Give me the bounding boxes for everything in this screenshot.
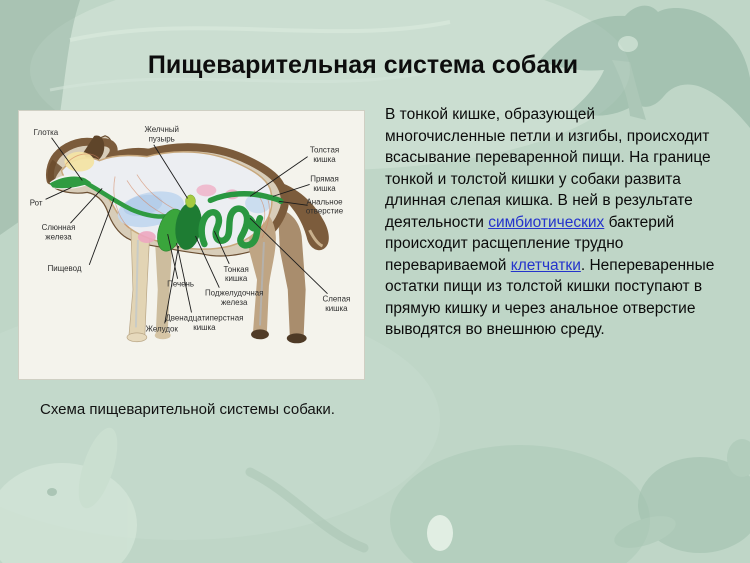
- label-zhelchny-puzyr-text: Желчный: [144, 124, 179, 134]
- dog-front-leg-near: [129, 230, 150, 335]
- body-text-segment: . Непереваренные: [580, 256, 715, 274]
- label-pechen-text: Печень: [167, 279, 195, 289]
- body-text-line: [385, 212, 745, 234]
- body-text-line: [385, 169, 745, 191]
- label-dvenadtsatiperstnaya-kishka-text: кишка: [193, 322, 216, 332]
- label-analnoe-otverstie-text: Анальное: [306, 197, 343, 207]
- body-text-segment: выводятся во внешнюю среду.: [385, 321, 605, 338]
- diagram-panel: [18, 110, 365, 380]
- body-text-segment: происходит расщепление трудно: [385, 235, 624, 252]
- label-pryamaya-kishka-text: Прямая: [310, 174, 339, 184]
- pink-organ: [196, 184, 216, 196]
- label-glotka-text: Глотка: [33, 127, 59, 137]
- body-text-line: [385, 233, 745, 255]
- body-text-segment: многочисленные петли и изгибы, происходит: [385, 127, 710, 145]
- label-slyunnaya-zheleza-text: железа: [45, 232, 72, 242]
- label-pryamaya-kishka-text: кишка: [313, 183, 336, 193]
- label-podzheludochnaya-zheleza-text: железа: [220, 298, 248, 308]
- body-text-segment: перевариваемой: [385, 256, 511, 274]
- pink-organ: [138, 231, 156, 243]
- label-tolstaya-kishka-text: Толстая: [309, 145, 340, 155]
- label-dvenadtsatiperstnaya-kishka-leader-line: [177, 243, 192, 312]
- body-text-line: [385, 276, 745, 298]
- diagram-caption: Схема пищеварительной системы собаки.: [40, 401, 335, 418]
- dog-hind-leg-far: [278, 208, 306, 335]
- label-slepaya-kishka-text: Слепая: [322, 294, 351, 304]
- label-slepaya-kishka-text: кишка: [325, 304, 348, 314]
- hyperlink-simbioticheskih[interactable]: симбиотических: [488, 213, 605, 231]
- body-text-segment: длинная слепая кишка. В ней в результате: [385, 192, 693, 209]
- body-text-line: [385, 126, 745, 148]
- dog-figure: [48, 135, 329, 343]
- body-paragraph: [385, 104, 745, 341]
- slide-title: Пищеварительная система собаки: [147, 51, 579, 79]
- body-text-segment: деятельности: [385, 213, 489, 231]
- label-pishchevod-text: Пищевод: [47, 263, 82, 273]
- label-zhelchny-puzyr-text: пузырь: [148, 134, 175, 144]
- body-text-segment: остатки пищи из толстой кишки поступают в: [385, 278, 703, 295]
- label-tonkaya-kishka-text: кишка: [224, 274, 248, 284]
- label-pishchevod-leader-line: [89, 198, 114, 265]
- label-dvenadtsatiperstnaya-kishka-text: Двенадцатиперстная: [165, 313, 244, 323]
- body-text-segment: всасывание переваренной пищи. На границе: [385, 149, 711, 166]
- body-text-line: [385, 298, 745, 320]
- label-analnoe-otverstie-text: отверстие: [305, 206, 344, 216]
- label-tolstaya-kishka-text: кишка: [313, 155, 336, 165]
- label-zheludok-text: Желудок: [145, 324, 178, 334]
- dog-front-paw-near: [127, 333, 147, 342]
- body-text-line: [385, 147, 745, 169]
- hyperlink-kletchatki[interactable]: клетчатки: [510, 256, 581, 274]
- body-text-line: [385, 190, 745, 212]
- body-text-segment: тонкой и толстой кишки у собаки развита: [385, 170, 681, 188]
- label-rot-text: Рот: [29, 198, 43, 208]
- background-egg-shape: [427, 515, 453, 551]
- body-text-segment: бактерий: [604, 213, 675, 231]
- label-podzheludochnaya-zheleza-text: Поджелудочная: [204, 288, 264, 298]
- dog-hind-foot-far: [287, 333, 307, 343]
- label-slyunnaya-zheleza-text: Слюнная: [41, 223, 76, 233]
- label-tonkaya-kishka-text: Тонкая: [223, 264, 249, 274]
- body-text-segment: прямую кишку и через анальное отверстие: [385, 299, 696, 317]
- body-text-line: [385, 104, 745, 126]
- body-text-line: [385, 255, 745, 277]
- body-text-line: [385, 319, 745, 341]
- body-text-segment: В тонкой кишке, образующей: [385, 106, 596, 123]
- dog-diagram: [19, 111, 364, 379]
- label-rot: [30, 187, 72, 207]
- dog-hind-foot-near: [251, 329, 269, 339]
- label-slyunnaya-zheleza: [42, 188, 103, 241]
